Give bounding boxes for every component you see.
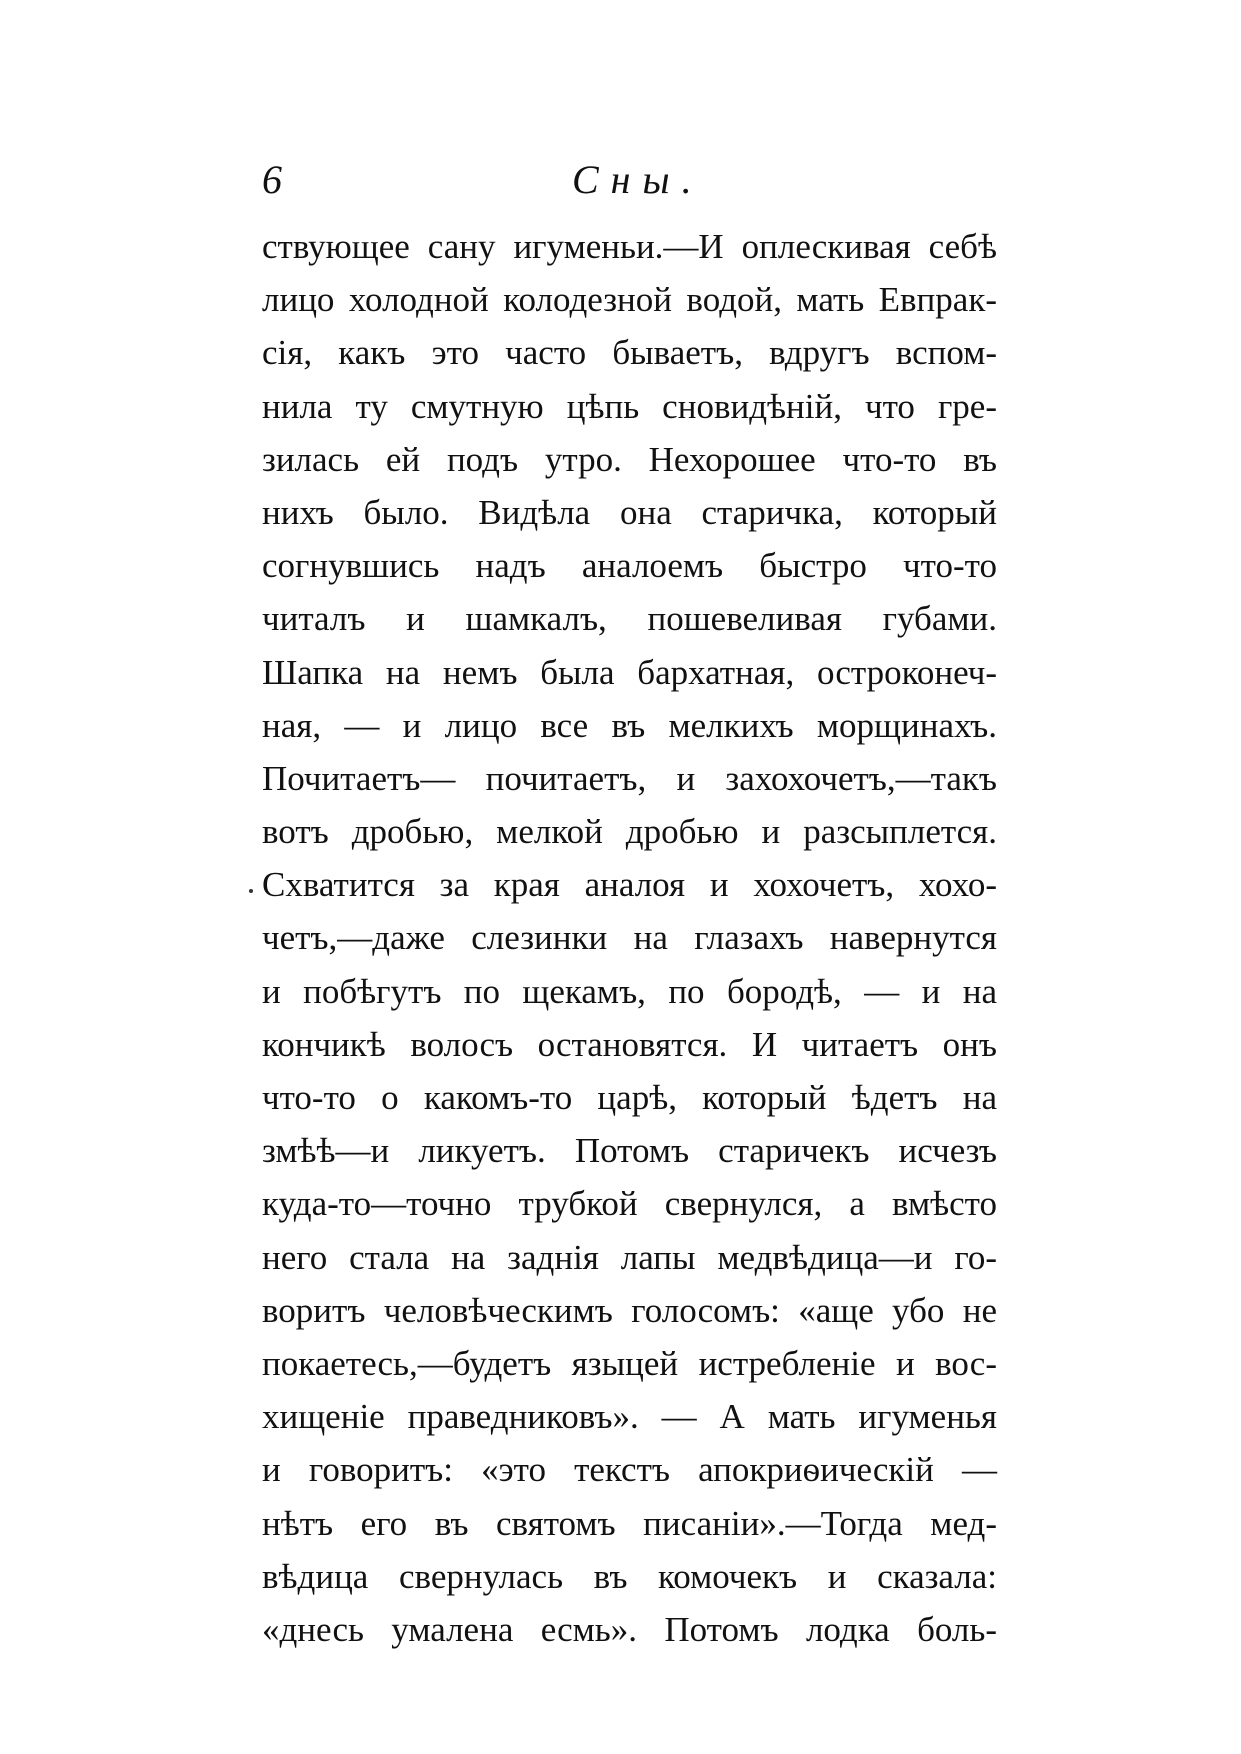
text-line: воритъ человѣческимъ голосомъ: «аще убо не (262, 1290, 997, 1330)
text-line: змѣѣ—и ликуетъ. Потомъ старичекъ исчезъ (262, 1131, 997, 1171)
page-number: 6 (262, 157, 282, 202)
text-line: сія, какъ это часто бываетъ, вдругъ вспом- (262, 333, 997, 373)
text-line: Шапка на немъ была бархатная, остроконеч- (262, 652, 997, 692)
text-line: хищеніе праведниковъ». — А мать игуменья (262, 1397, 997, 1437)
text-line: и побѣгутъ по щекамъ, по бородѣ, — и на (262, 971, 997, 1011)
text-line: нихъ было. Видѣла она старичка, который (262, 492, 997, 532)
text-line: нила ту смутную цѣпь сновидѣній, что гре- (262, 386, 997, 426)
text-line: «днесь умалена есмь». Потомъ лодка боль- (262, 1609, 997, 1649)
text-line: лицо холодной колодезной водой, мать Евпрак- (262, 280, 997, 320)
text-line: вѣдица свернулась въ комочекъ и сказала: (262, 1556, 997, 1596)
text-line: куда-то—точно трубкой свернулся, а вмѣсто (262, 1184, 997, 1224)
text-line: него стала на заднія лапы медвѣдица—и го- (262, 1237, 997, 1277)
text-line: четъ,—даже слезинки на глазахъ навернутся (262, 918, 997, 958)
body-text (262, 220, 997, 1656)
text-line: Почитаетъ— почитаетъ, и захохочетъ,—такъ (262, 758, 997, 798)
text-line: ствующее сану игуменьи.—И оплескивая себѣ (262, 227, 997, 266)
running-title: Сны. (572, 157, 704, 202)
text-line: согнувшись надъ аналоемъ быстро что-то (262, 546, 997, 586)
text-line: и говоритъ: «это текстъ апокриѳическій — (262, 1450, 997, 1490)
text-line: читалъ и шамкалъ, пошевеливая губами. (262, 599, 997, 639)
text-line: ная, — и лицо все въ мелкихъ морщинахъ. (262, 705, 997, 745)
text-line: покаетесь,—будетъ языцей истребленіе и вос- (262, 1343, 997, 1383)
text-line: зилась ей подъ утро. Нехорошее что-то въ (262, 439, 997, 479)
margin-dot (249, 889, 253, 893)
page-header (262, 150, 997, 210)
text-line: Схватится за края аналоя и хохочетъ, хохо- (262, 865, 997, 905)
text-line: кончикѣ волосъ остановятся. И читаетъ онъ (262, 1024, 997, 1064)
text-line: что-то о какомъ-то царѣ, который ѣдетъ на (262, 1078, 997, 1117)
text-line: нѣтъ его въ святомъ писаніи».—Тогда мед- (262, 1503, 997, 1543)
text-line: вотъ дробью, мелкой дробью и разсыплется. (262, 812, 997, 852)
